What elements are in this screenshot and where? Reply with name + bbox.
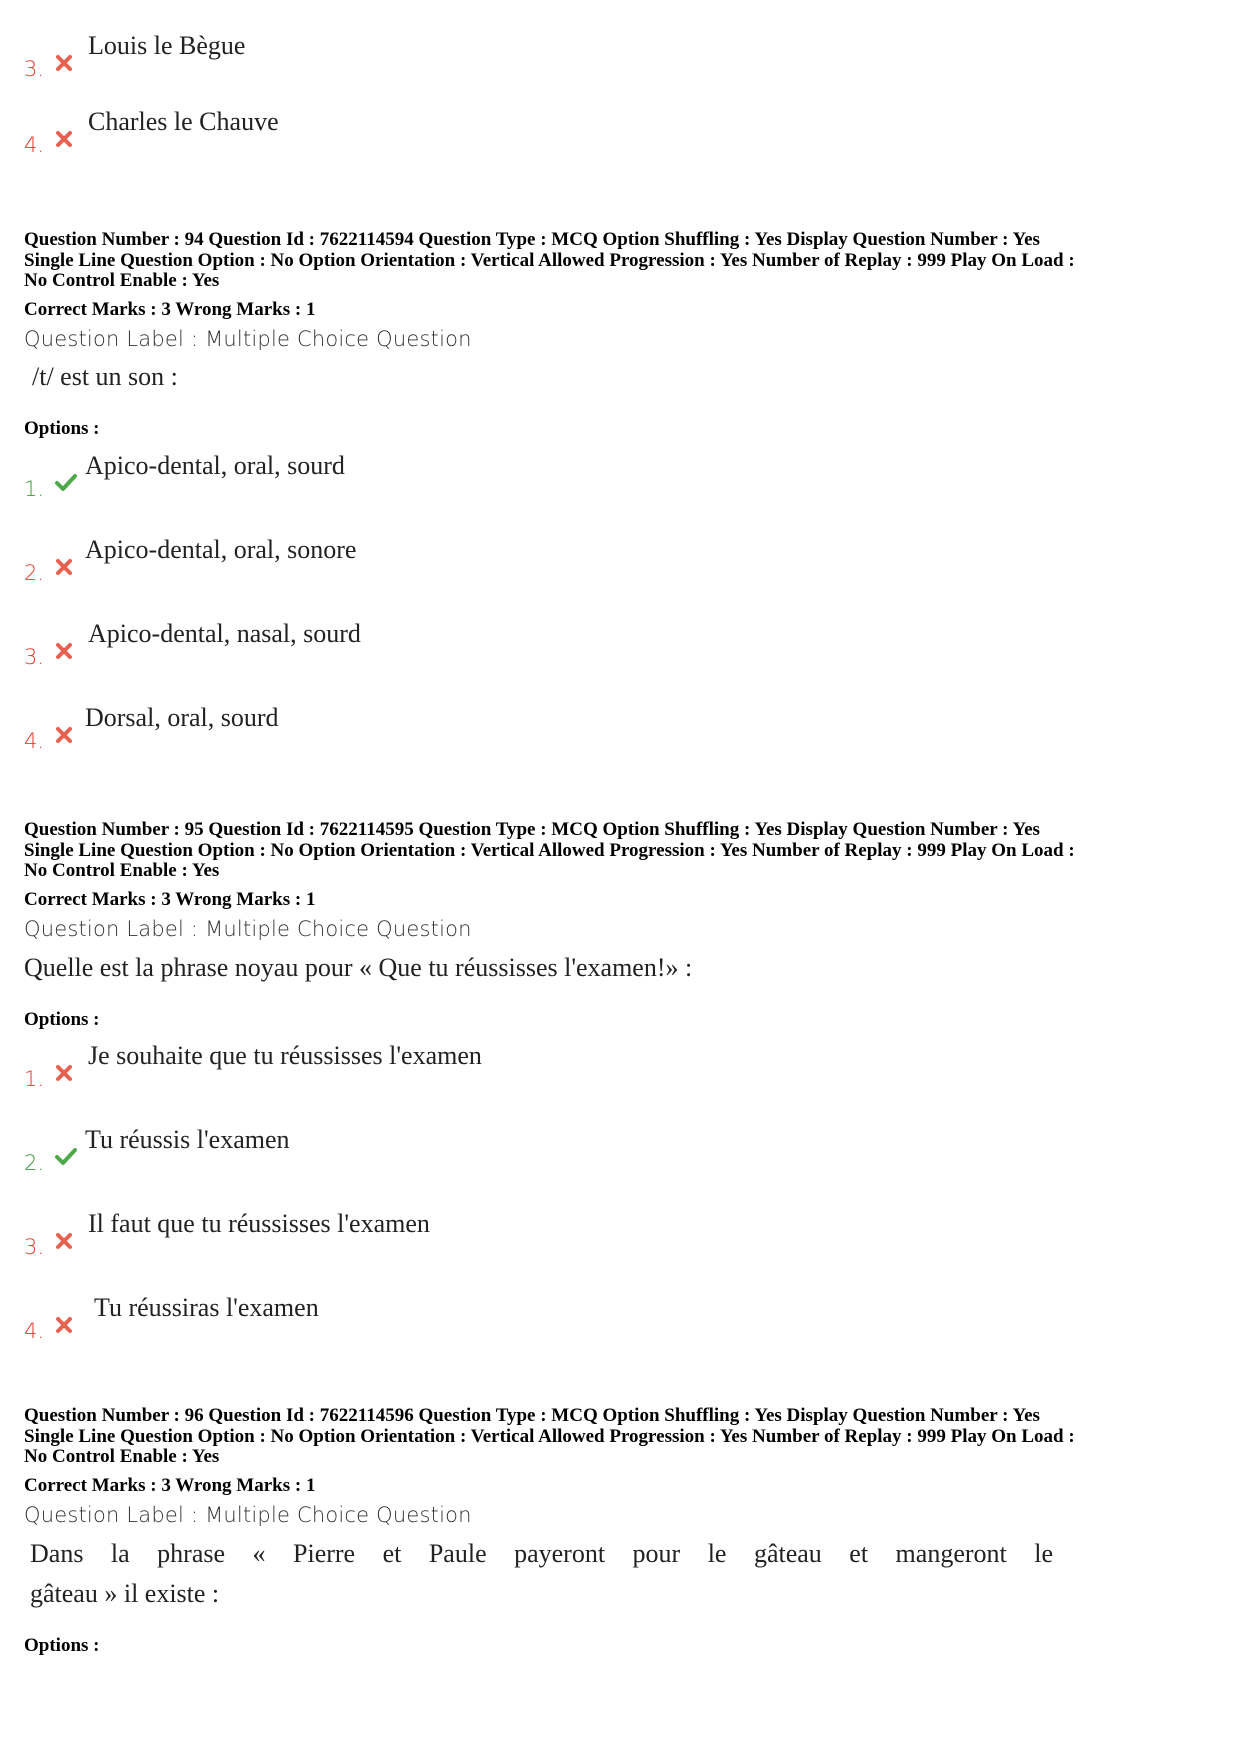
cross-icon (54, 557, 74, 577)
option-number: 2. (24, 561, 45, 585)
question-marks: Correct Marks : 3 Wrong Marks : 1 (24, 1475, 316, 1496)
cross-icon (54, 53, 74, 73)
option-row (0, 1293, 600, 1357)
option-number: 2. (24, 1151, 45, 1175)
option-text: Apico-dental, oral, sonore (85, 535, 357, 564)
question-meta: Question Number : 94 Question Id : 7622114594 Question Type : MCQ Option Shuffling : Yes Display Question Number : Yes Single Line Question Option : No Option Orientation : Vertical Allowed Progression : Yes Number of Replay : 999 Play On Load : No Control Enable : Yes (24, 229, 1075, 291)
option-number: 4. (24, 729, 45, 753)
option-row (0, 1209, 600, 1273)
cross-icon (54, 1315, 74, 1335)
cross-icon (54, 1231, 74, 1251)
option-text: Tu réussiras l'examen (94, 1293, 319, 1322)
question-marks: Correct Marks : 3 Wrong Marks : 1 (24, 299, 316, 320)
cross-icon (54, 129, 74, 149)
option-row (0, 703, 600, 767)
cross-icon (54, 1063, 74, 1083)
option-number: 3. (24, 57, 45, 81)
option-row (0, 451, 600, 515)
option-row (0, 619, 600, 683)
question-label: Question Label : Multiple Choice Question (24, 917, 472, 941)
check-icon (54, 1147, 78, 1167)
option-row (0, 535, 600, 599)
option-text: Charles le Chauve (88, 107, 279, 136)
cross-icon (54, 641, 74, 661)
option-row (0, 31, 600, 95)
question-text-line-1: Dans la phrase « Pierre et Paule payeront pour le gâteau et mangeront le (30, 1539, 1053, 1568)
options-label: Options : (24, 418, 100, 439)
option-number: 4. (24, 1319, 45, 1343)
option-number: 1. (24, 1067, 45, 1091)
option-text: Dorsal, oral, sourd (85, 703, 279, 732)
cross-icon (54, 725, 74, 745)
question-text: /t/ est un son : (32, 362, 178, 391)
option-row (0, 107, 600, 171)
question-label: Question Label : Multiple Choice Question (24, 1503, 472, 1527)
option-text: Apico-dental, oral, sourd (85, 451, 345, 480)
question-meta: Question Number : 96 Question Id : 7622114596 Question Type : MCQ Option Shuffling : Yes Display Question Number : Yes Single Line Question Option : No Option Orientation : Vertical Allowed Progression : Yes Number of Replay : 999 Play On Load : No Control Enable : Yes (24, 1405, 1075, 1467)
question-marks: Correct Marks : 3 Wrong Marks : 1 (24, 889, 316, 910)
option-number: 1. (24, 477, 45, 501)
option-number: 3. (24, 1235, 45, 1259)
question-meta: Question Number : 95 Question Id : 7622114595 Question Type : MCQ Option Shuffling : Yes Display Question Number : Yes Single Line Question Option : No Option Orientation : Vertical Allowed Progression : Yes Number of Replay : 999 Play On Load : No Control Enable : Yes (24, 819, 1075, 881)
option-row (0, 1041, 600, 1105)
option-text: Tu réussis l'examen (85, 1125, 290, 1154)
option-number: 3. (24, 645, 45, 669)
options-label: Options : (24, 1009, 100, 1030)
option-text: Je souhaite que tu réussisses l'examen (88, 1041, 482, 1070)
option-text: Apico-dental, nasal, sourd (88, 619, 361, 648)
check-icon (54, 473, 78, 493)
option-number: 4. (24, 133, 45, 157)
question-label: Question Label : Multiple Choice Question (24, 327, 472, 351)
question-text: Quelle est la phrase noyau pour « Que tu réussisses l'examen!» : (24, 953, 693, 982)
option-text: Il faut que tu réussisses l'examen (88, 1209, 430, 1238)
question-text-line-2: gâteau » il existe : (30, 1579, 220, 1608)
options-label: Options : (24, 1635, 100, 1656)
option-row (0, 1125, 600, 1189)
option-text: Louis le Bègue (88, 31, 246, 60)
